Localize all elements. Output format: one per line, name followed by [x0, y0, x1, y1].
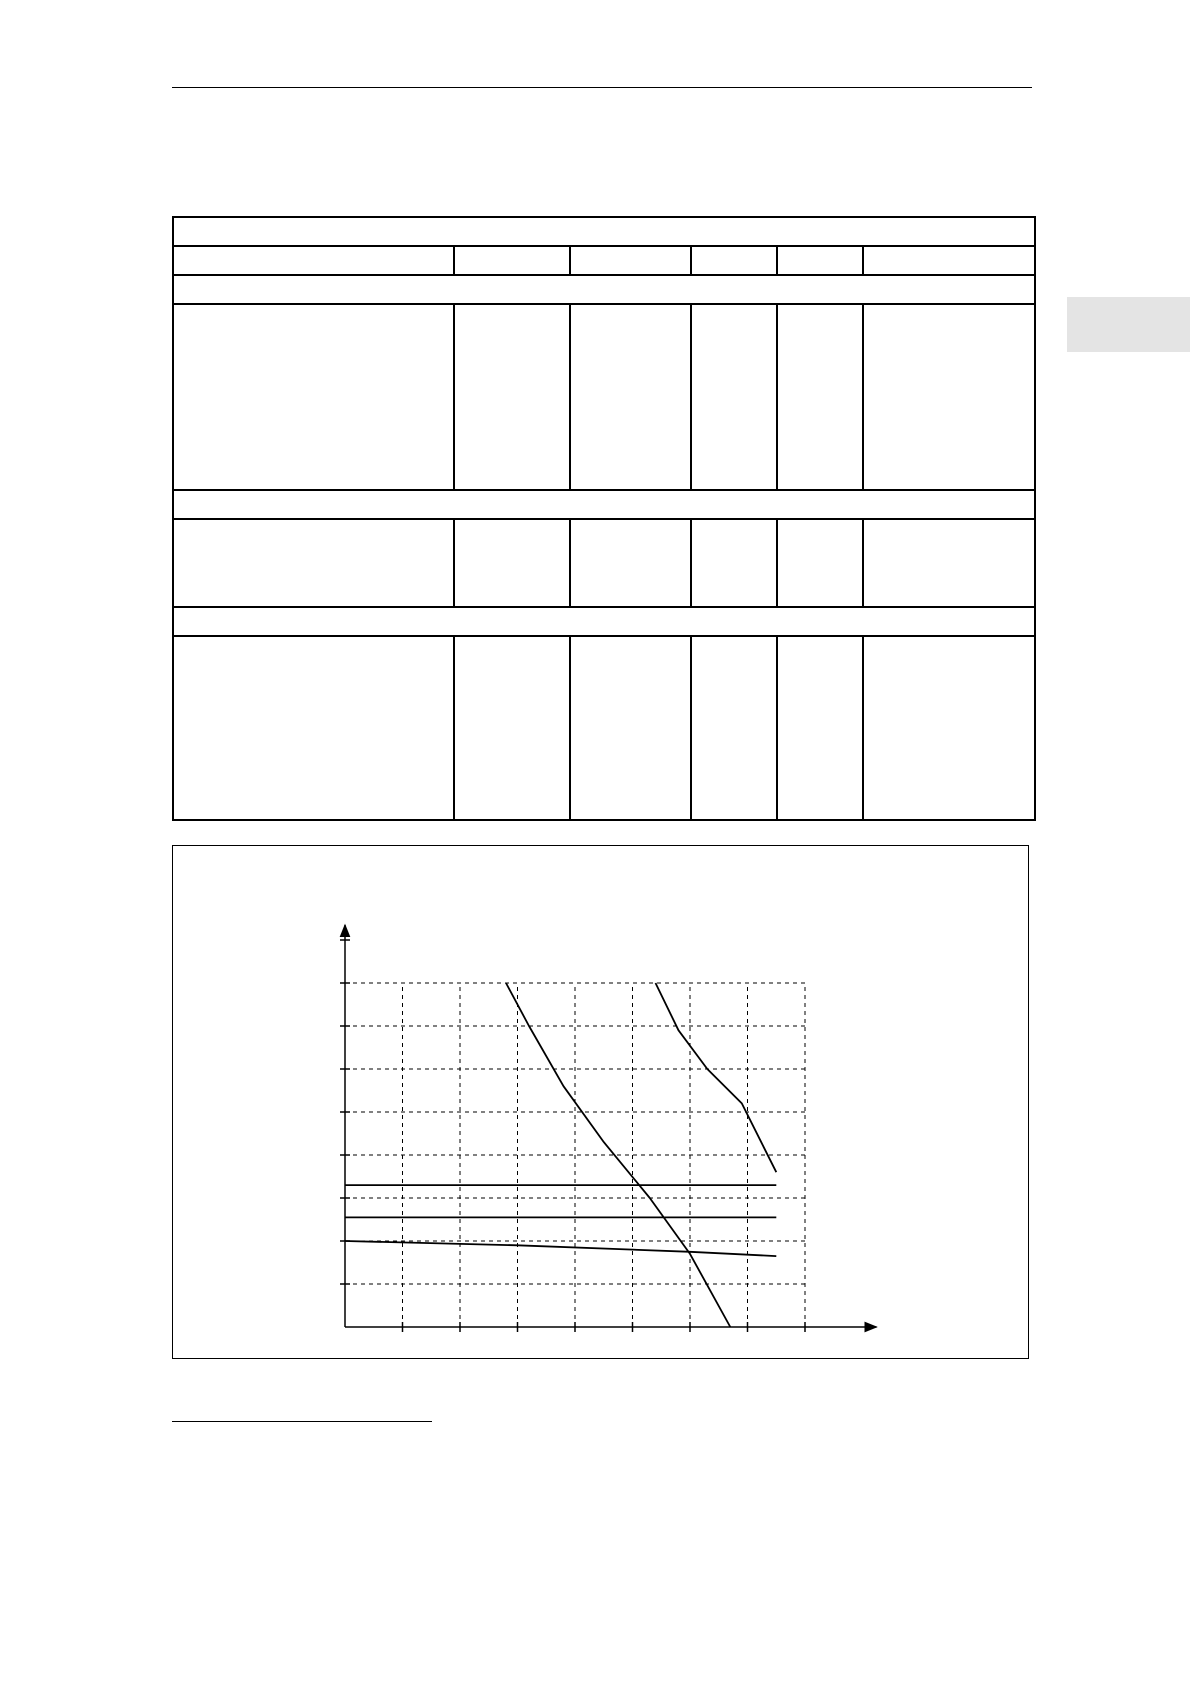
- table-cell: [454, 636, 570, 820]
- table-cell: [691, 519, 777, 607]
- table-cell: [863, 304, 1035, 490]
- table-cell: [173, 636, 454, 820]
- table-cell: [570, 519, 691, 607]
- series-line-5: [345, 1241, 776, 1256]
- column-header: [570, 246, 691, 275]
- table-cell: [691, 304, 777, 490]
- column-header: [691, 246, 777, 275]
- table-header-row: [173, 246, 1035, 275]
- table-cell: [173, 519, 454, 607]
- table-cell: [777, 519, 863, 607]
- section-heading-row: [173, 490, 1035, 519]
- spec-table: [172, 216, 1036, 821]
- table-title: [173, 217, 1035, 246]
- table-row: [173, 304, 1035, 490]
- table-cell: [570, 304, 691, 490]
- table-row: [173, 636, 1035, 820]
- column-header: [777, 246, 863, 275]
- column-header: [454, 246, 570, 275]
- chart-frame: [172, 845, 1029, 1359]
- section-heading: [173, 607, 1035, 636]
- section-heading: [173, 275, 1035, 304]
- column-header: [863, 246, 1035, 275]
- table-cell: [863, 636, 1035, 820]
- table-cell: [454, 519, 570, 607]
- series-line-2: [656, 983, 777, 1172]
- line-chart: [173, 846, 1030, 1360]
- table-cell: [173, 304, 454, 490]
- section-heading-row: [173, 607, 1035, 636]
- table-cell: [777, 636, 863, 820]
- table-title-row: [173, 217, 1035, 246]
- table-row: [173, 519, 1035, 607]
- footnote-rule: [172, 1421, 432, 1422]
- table-cell: [777, 304, 863, 490]
- section-heading-row: [173, 275, 1035, 304]
- column-header: [173, 246, 454, 275]
- chapter-thumb-tab: [1067, 297, 1190, 352]
- table-cell: [691, 636, 777, 820]
- header-rule: [172, 87, 1032, 88]
- section-heading: [173, 490, 1035, 519]
- table-cell: [454, 304, 570, 490]
- table-cell: [863, 519, 1035, 607]
- table-cell: [570, 636, 691, 820]
